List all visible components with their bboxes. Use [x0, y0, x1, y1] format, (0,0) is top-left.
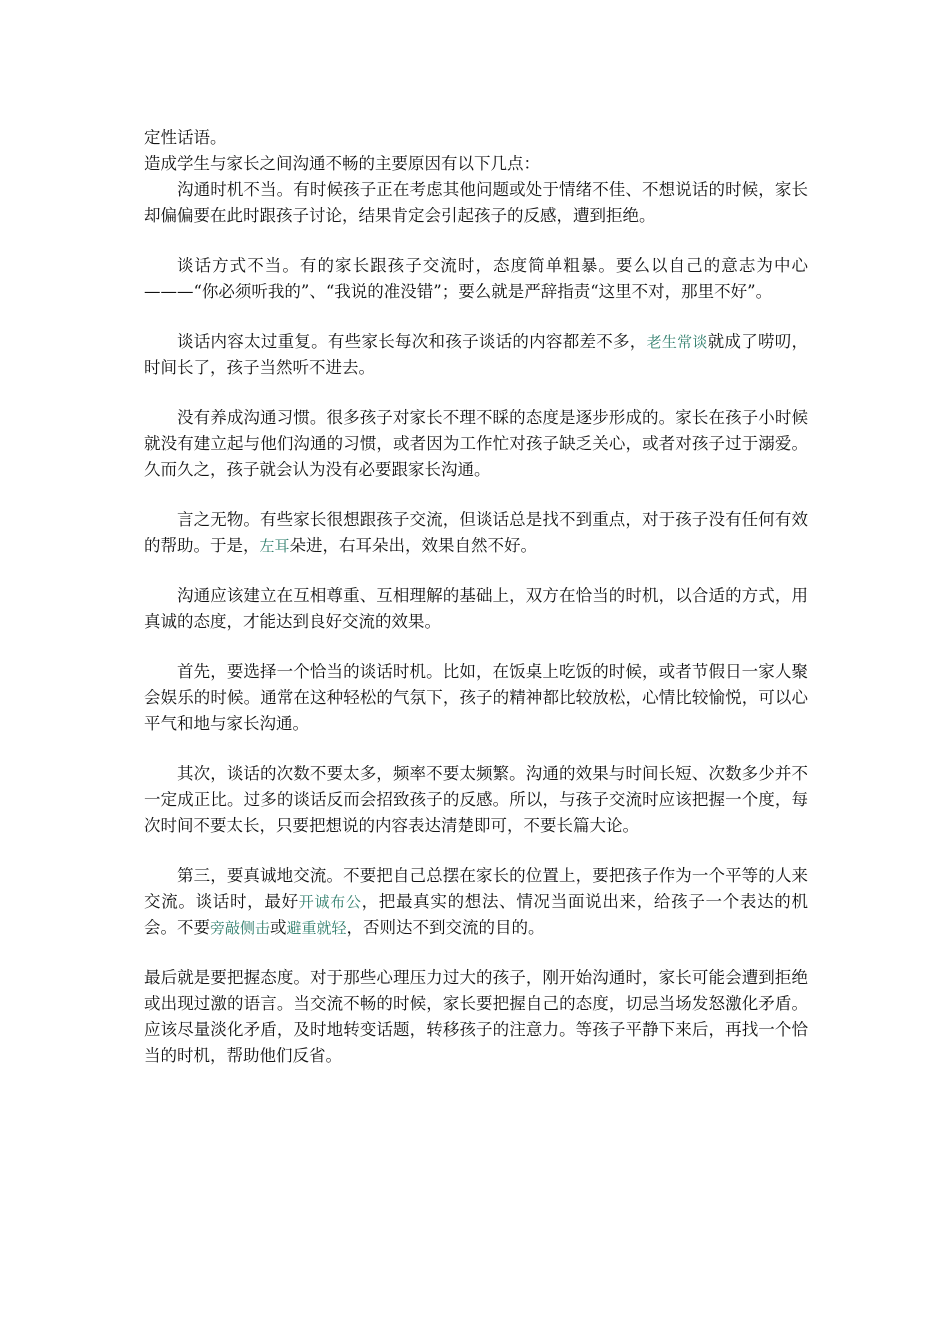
paragraph-causes-heading	[144, 151, 808, 177]
idiom-link-laosheng[interactable]: 老生常谈	[646, 333, 708, 351]
idiom-link-zuoer[interactable]: 左耳	[259, 537, 290, 555]
paragraph-text: 首先，要选择一个恰当的谈话时机。比如，在饭桌上吃饭的时候，或者节假日一家人聚会娱乐的时候。通常在这种轻松的气氛下，孩子的精神都比较放松，心情比较愉悦，可以心平气和地与家长沟通。	[144, 662, 808, 733]
paragraph-text: 其次，谈话的次数不要太多，频率不要太频繁。沟通的效果与时间长短、次数多少并不一定成正比。过多的谈话反而会招致孩子的反感。所以，与孩子交流时应该把握一个度，每次时间不要太长，只要把想说的内容表达清楚即可，不要长篇大论。	[144, 764, 808, 835]
paragraph-third	[144, 863, 808, 941]
paragraph-text: 沟通应该建立在互相尊重、互相理解的基础上，双方在恰当的时机，以合适的方式，用真诚的态度，才能达到良好交流的效果。	[144, 586, 808, 631]
paragraph-text: 谈话方式不当。有的家长跟孩子交流时，态度简单粗暴。要么以自己的意志为中心———“你必须听我的”、“我说的准没错”；要么就是严辞指责“这里不对，那里不好”。	[144, 256, 808, 301]
paragraph-text: 造成学生与家长之间沟通不畅的主要原因有以下几点：	[144, 154, 540, 173]
paragraph-text: 或	[270, 918, 287, 937]
paragraph-text: ，否则达不到交流的目的。	[346, 918, 545, 937]
paragraph-text: 第三，要真诚地交流。不要把自己总摆在家长的位置上，要把孩子作为一个平等的人来交流。谈话时，最好	[144, 866, 808, 911]
paragraph-principle	[144, 583, 808, 635]
paragraph-text: 没有养成沟通习惯。很多孩子对家长不理不睬的态度是逐步形成的。家长在孩子小时候就没有建立起与他们沟通的习惯，或者因为工作忙对孩子缺乏关心，或者对孩子过于溺爱。久而久之，孩子就会认为没有必要跟家长沟通。	[144, 408, 808, 479]
paragraph-finally	[144, 965, 808, 1069]
paragraph-repetition	[144, 329, 808, 381]
paragraph-text: 就成了唠叨，时间长了，孩子当然听不进去。	[144, 332, 809, 377]
idiom-link-pangqiao[interactable]: 旁敲侧击	[210, 919, 271, 937]
paragraph-intro-tail	[144, 125, 808, 151]
paragraph-text: 朵进，右耳朵出，效果自然不好。	[289, 536, 538, 555]
paragraph-habit	[144, 405, 808, 483]
document-body	[144, 125, 808, 1069]
paragraph-text: 沟通时机不当。有时候孩子正在考虑其他问题或处于情绪不佳、不想说话的时候，家长却偏偏要在此时跟孩子讨论，结果肯定会引起孩子的反感，遭到拒绝。	[144, 180, 808, 225]
paragraph-text: 定性话语。	[144, 128, 227, 147]
paragraph-manner	[144, 253, 808, 305]
paragraph-text: 言之无物。有些家长很想跟孩子交流，但谈话总是找不到重点，对于孩子没有任何有效的帮助。于是，	[144, 510, 808, 555]
idiom-link-bizhong[interactable]: 避重就轻	[286, 919, 347, 937]
paragraph-text: 谈话内容太过重复。有些家长每次和孩子谈话的内容都差不多，	[177, 332, 647, 351]
paragraph-empty-talk	[144, 507, 808, 559]
paragraph-text: 最后就是要把握态度。对于那些心理压力过大的孩子，刚开始沟通时，家长可能会遭到拒绝或出现过激的语言。当交流不畅的时候，家长要把握自己的态度，切忌当场发怒激化矛盾。应该尽量淡化矛盾，及时地转变话题，转移孩子的注意力。等孩子平静下来后，再找一个恰当的时机，帮助他们反省。	[144, 968, 808, 1065]
paragraph-first	[144, 659, 808, 737]
paragraph-timing	[144, 177, 808, 229]
paragraph-second	[144, 761, 808, 839]
idiom-link-kaicheng[interactable]: 开诚布公	[298, 893, 362, 911]
paragraph-text: ，把最真实的想法、情况当面说出来，给孩子一个表达的机会。不要	[144, 892, 809, 937]
